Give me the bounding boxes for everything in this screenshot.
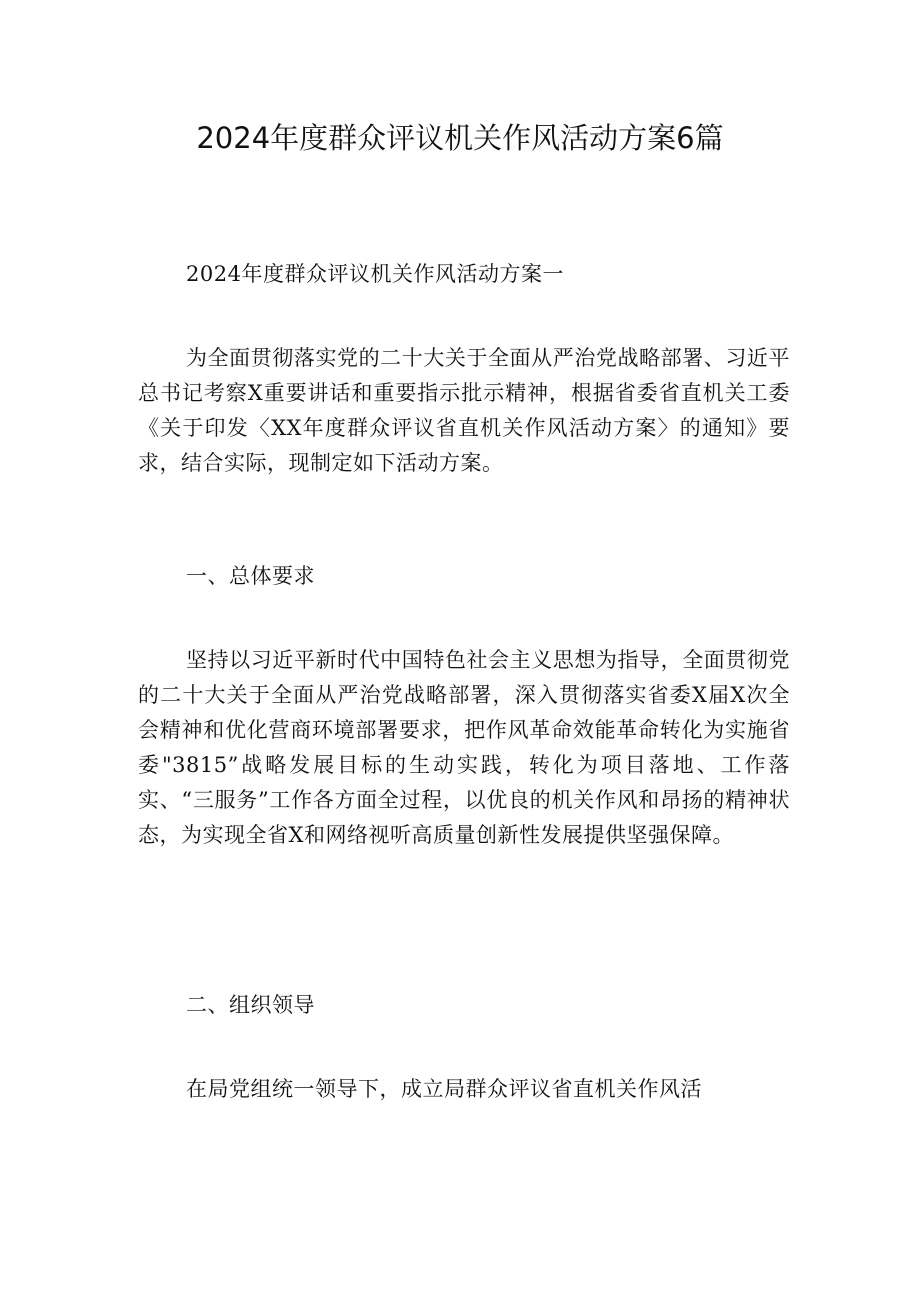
intro-paragraph: 为全面贯彻落实党的二十大关于全面从严治党战略部署、习近平总书记考察X重要讲话和重要指示批示精神，根据省委省直机关工委《关于印发〈XX年度群众评议省直机关作风活动方案〉的通知》要求，结合实际，现制定如下活动方案。 [138, 346, 790, 475]
organization-paragraph: 在局党组统一领导下，成立局群众评议省直机关作风活 [186, 1077, 702, 1101]
section-heading-general-requirements: 一、总体要求 [186, 564, 315, 588]
general-requirements-paragraph: 坚持以习近平新时代中国特色社会主义思想为指导，全面贯彻党的二十大关于全面从严治党战略部署，深入贯彻落实省委X届X次全会精神和优化营商环境部署要求，把作风革命效能革命转化为实施省委"3815”战略发展目标的生动实践，转化为项目落地、工作落实、“三服务”工作各方面全过程，以优良的机关作风和昂扬的精神状态，为实现全省X和网络视听高质量创新性发展提供坚强保障。 [138, 648, 790, 847]
section-heading-organization: 二、组织领导 [186, 993, 315, 1017]
plan-subtitle: 2024年度群众评议机关作风活动方案一 [186, 262, 564, 286]
document-title: 2024年度群众评议机关作风活动方案6篇 [196, 121, 724, 155]
